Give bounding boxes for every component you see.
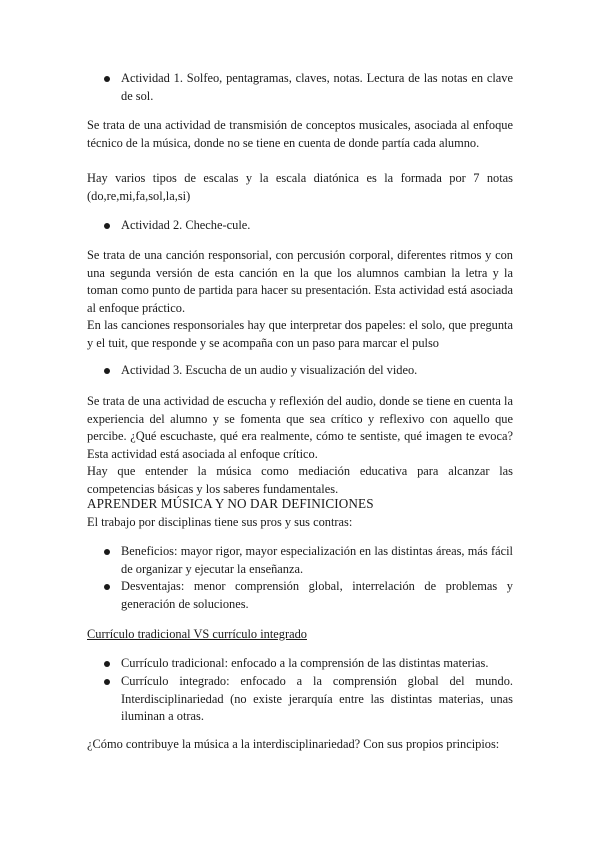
paragraph-responsorial-songs: En las canciones responsoriales hay que interpretar dos papeles: el solo, que pregunta y el tuit, que responde y se acompaña con un paso para marcar el pulso xyxy=(87,318,513,350)
paragraph-activity-3-description: Se trata de una actividad de escucha y reflexión del audio, donde se tiene en cuenta la experiencia del alumno y se fomenta que sea crítico y reflexivo con aquello que percibe. ¿Qué escuchaste, qué era realmente, cómo te sentiste, qué imagen te evoca? Esta actividad está asociada al enfoque crítico. xyxy=(87,394,513,461)
bullet-integrated-curriculum: Currículo integrado: enfocado a la comprensión global del mundo. Interdisciplinariedad (no existe jerarquía entre las distintas materias, unas iluminan a otras. xyxy=(87,673,513,726)
bullet-traditional-curriculum: Currículo tradicional: enfocado a la comprensión de las distintas materias. xyxy=(87,655,513,673)
paragraph-activity-1-description: Se trata de una actividad de transmisión de conceptos musicales, asociada al enfoque técnico de la música, donde no se tiene en cuenta de donde partía cada alumno. xyxy=(87,118,513,150)
paragraph-scales: Hay varios tipos de escalas y la escala diatónica es la formada por 7 notas (do,re,mi,fa,sol,la,si) xyxy=(87,171,513,203)
paragraph-music-mediation: Hay que entender la música como mediación educativa para alcanzar las competencias básicas y los saberes fundamentales. xyxy=(87,464,513,496)
bullet-activity-2: Actividad 2. Cheche-cule. xyxy=(87,217,513,235)
section-heading: APRENDER MÚSICA Y NO DAR DEFINICIONES xyxy=(87,496,374,511)
subheading-curriculum: Currículo tradicional VS currículo integrado xyxy=(87,627,307,641)
bullet-benefits: Beneficios: mayor rigor, mayor especialización en las distintas áreas, más fácil de organizar y ejecutar la enseñanza. xyxy=(87,543,513,578)
paragraph-disciplines: El trabajo por disciplinas tiene sus pros y sus contras: xyxy=(87,515,353,529)
bullet-activity-3: Actividad 3. Escucha de un audio y visualización del video. xyxy=(87,362,513,380)
bullet-activity-1: Actividad 1. Solfeo, pentagramas, claves, notas. Lectura de las notas en clave de sol. xyxy=(87,70,513,105)
paragraph-question: ¿Cómo contribuye la música a la interdisciplinariedad? Con sus propios principios: xyxy=(87,737,500,751)
paragraph-activity-2-description: Se trata de una canción responsorial, con percusión corporal, diferentes ritmos y con una segunda versión de esta canción en la que los alumnos cambian la letra y la toman como punto de partida para hacer su presentación. Esta actividad está asociada al enfoque práctico. xyxy=(87,248,513,315)
bullet-disadvantages: Desventajas: menor comprensión global, interrelación de problemas y generación de soluciones. xyxy=(87,578,513,613)
